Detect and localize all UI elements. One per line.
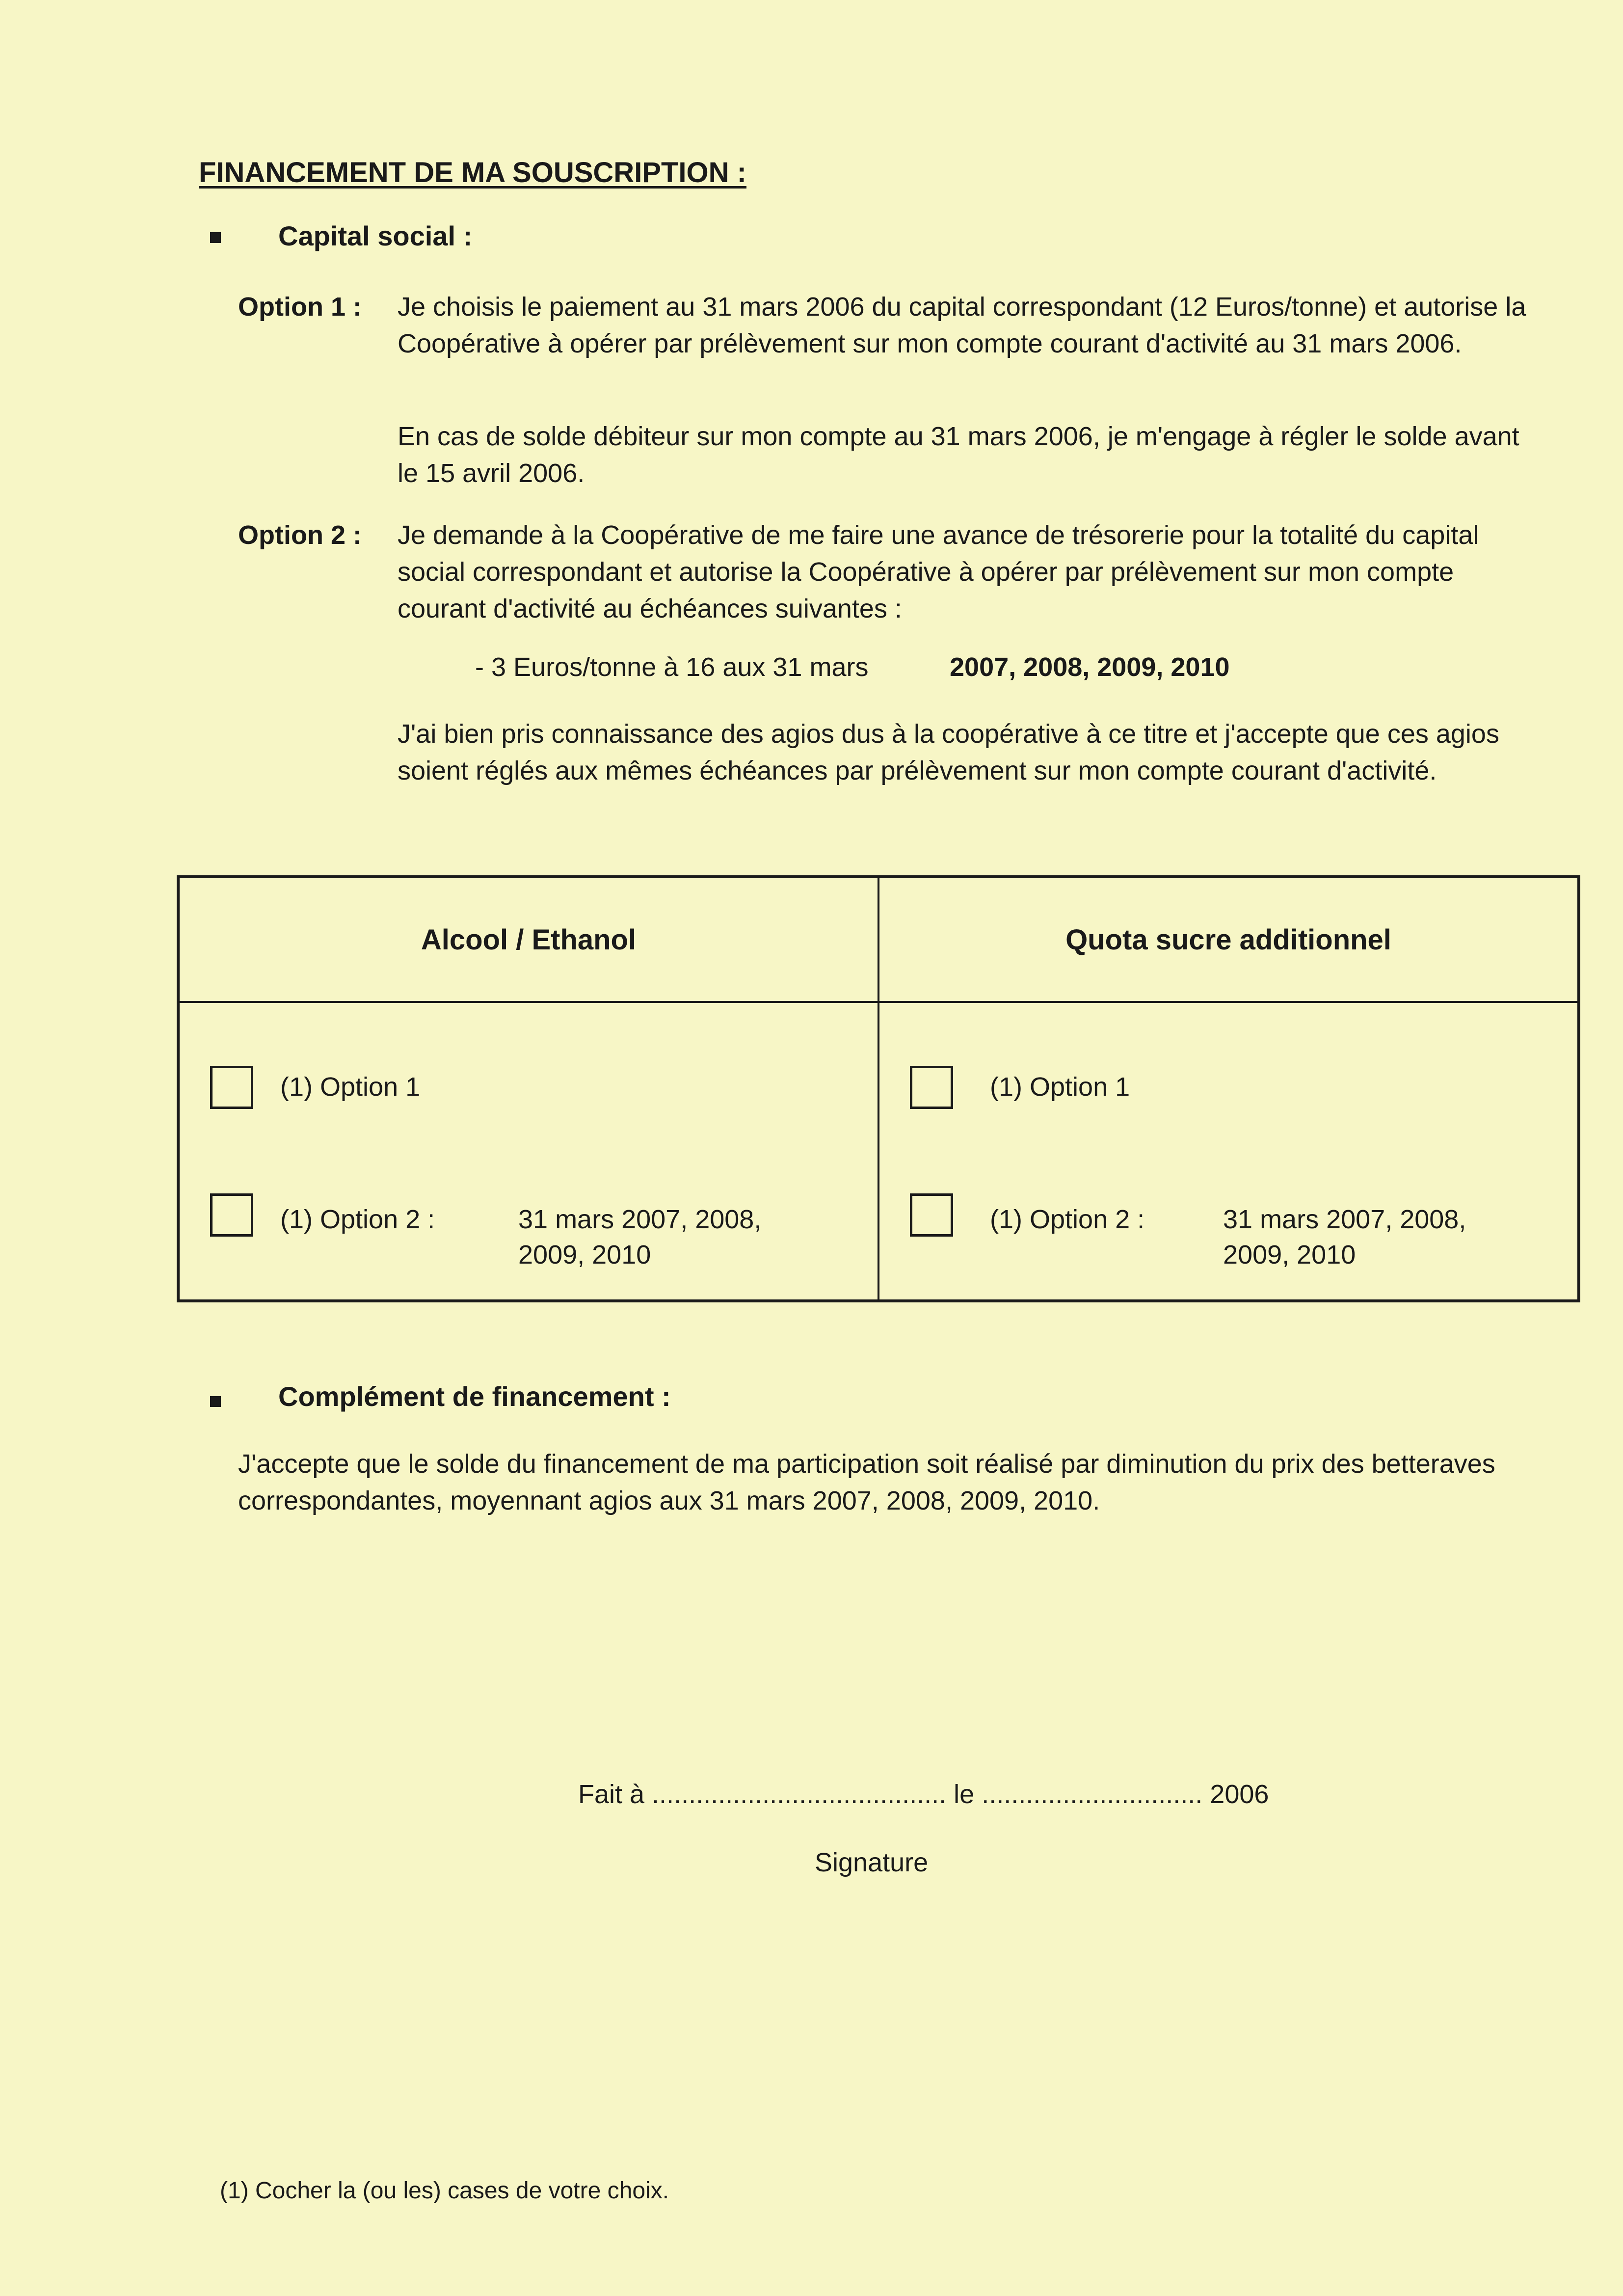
- option2-paragraph: Je demande à la Coopérative de me faire une avance de trésorerie pour la totalité du capital social correspondant et autorise la Coopérative à opérer par prélèvement sur mon compte courant d'activité au échéances suivantes :: [398, 520, 1479, 623]
- agios-paragraph: J'ai bien pris connaissance des agios dus à la coopérative à ce titre et j'accepte que ces agios soient réglés aux mêmes échéances par prélèvement sur mon compte courant d'activité.: [398, 719, 1499, 785]
- quota-option2-dates: 31 mars 2007, 2008, 2009, 2010: [1223, 1205, 1466, 1270]
- footnote: (1) Cocher la (ou les) cases de votre choix.: [220, 2178, 669, 2204]
- quota-option1-checkbox[interactable]: [910, 1066, 953, 1109]
- alcool-option2-checkbox[interactable]: [210, 1193, 253, 1237]
- column-header-quota-sucre: Quota sucre additionnel: [878, 877, 1579, 1002]
- schedule-text: - 3 Euros/tonne à 16 aux 31 mars: [475, 652, 869, 682]
- alcool-option2-dates: 31 mars 2007, 2008, 2009, 2010: [518, 1205, 762, 1270]
- quota-sucre-options: [878, 1002, 1579, 1301]
- option2-label: Option 2 :: [238, 520, 362, 550]
- signature-label: Signature: [815, 1848, 929, 1877]
- alcool-ethanol-options: [178, 1002, 878, 1301]
- page-title: FINANCEMENT DE MA SOUSCRIPTION :: [199, 157, 746, 189]
- quota-option2-label: (1) Option 2 :: [990, 1205, 1145, 1234]
- section-heading-capital-social: Capital social :: [278, 220, 473, 251]
- quota-option2-checkbox[interactable]: [910, 1193, 953, 1237]
- option1-label: Option 1 :: [238, 292, 362, 322]
- column-header-alcool-ethanol: Alcool / Ethanol: [178, 877, 878, 1002]
- quota-option1-label: (1) Option 1: [990, 1072, 1130, 1102]
- alcool-option1-label: (1) Option 1: [280, 1072, 421, 1102]
- complement-paragraph: J'accepte que le solde du financement de ma participation soit réalisé par diminution du prix des betteraves correspondantes, moyennant agios aux 31 mars 2007, 2008, 2009, 2010.: [238, 1449, 1495, 1515]
- alcool-option1-checkbox[interactable]: [210, 1066, 253, 1109]
- options-table: [177, 875, 1580, 1302]
- schedule-years: 2007, 2008, 2009, 2010: [950, 652, 1230, 682]
- section-heading-complement: Complément de financement :: [278, 1381, 671, 1412]
- bullet-icon: [210, 232, 221, 243]
- signature-line: Fait à ........................................ le .............................. 2006: [578, 1780, 1269, 1809]
- option1-paragraph: Je choisis le paiement au 31 mars 2006 du capital correspondant (12 Euros/tonne) et autorise la Coopérative à opérer par prélèvement sur mon compte courant d'activité au 31 mars 2006.: [398, 292, 1526, 358]
- alcool-option2-label: (1) Option 2 :: [280, 1205, 435, 1234]
- bullet-icon: [210, 1396, 221, 1407]
- option1-paragraph-2: En cas de solde débiteur sur mon compte au 31 mars 2006, je m'engage à régler le solde avant le 15 avril 2006.: [398, 422, 1519, 488]
